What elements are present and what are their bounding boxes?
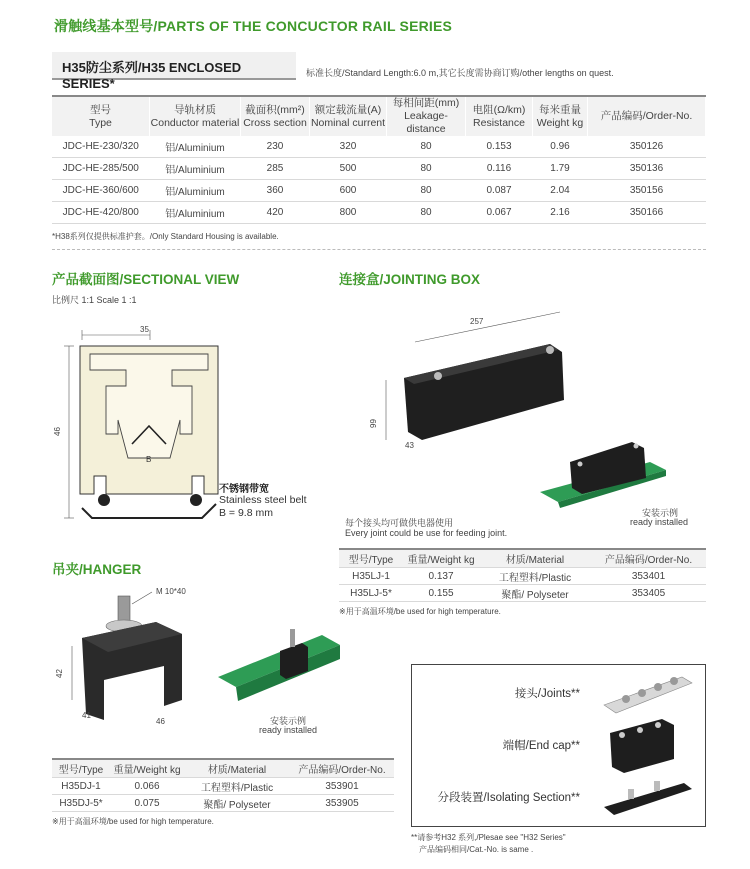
header-type: 型号/Type	[52, 759, 110, 778]
dim-depth-label: 43	[405, 441, 414, 450]
sectional-title: 产品截面图/SECTIONAL VIEW	[52, 272, 240, 287]
jointing-title: 连接盒/JOINTING BOX	[339, 272, 481, 287]
dim-length-line	[415, 312, 560, 342]
cell-weight: 0.066	[110, 778, 184, 795]
cell-current: 600	[310, 180, 387, 202]
cell-cross: 360	[241, 180, 310, 202]
cell-type: H35DJ-1	[52, 778, 110, 795]
joint-plate	[604, 677, 692, 713]
jointing-installed-photo	[540, 420, 670, 510]
hanger-drawing	[52, 582, 212, 732]
spec-table-header	[52, 96, 706, 136]
header-material-en: Conductor material	[150, 116, 240, 129]
cell-material: 铝/Aluminium	[150, 180, 241, 202]
hanger-footnote: ※用于高温环境/be used for high temperature.	[52, 817, 214, 826]
cell-type: H35LJ-1	[339, 568, 403, 585]
header-order: 产品编码/Order-No.	[591, 549, 706, 568]
feed-note-cn: 每个接头均可做供电器使用	[345, 518, 454, 528]
dim-length-label: 257	[470, 317, 484, 326]
header-weight: 重量/Weight kg	[110, 759, 184, 778]
cell-type: JDC-HE-285/500	[52, 158, 150, 180]
header-type: 型号/Type	[339, 549, 403, 568]
header-order: 产品编码/Order-No.	[290, 759, 394, 778]
accessories-panel	[411, 664, 706, 827]
table-row	[52, 158, 706, 180]
series-heading: H35防尘系列/H35 ENCLOSED SERIES*	[62, 60, 242, 91]
cell-order: 353405	[591, 585, 706, 602]
feed-note-en: Every joint could be use for feeding joint.	[345, 528, 508, 538]
cell-order: 350126	[588, 136, 706, 158]
dim-height-label: 99	[369, 419, 378, 428]
cell-material: 铝/Aluminium	[150, 158, 241, 180]
isolating-nut	[628, 789, 634, 799]
cell-material: 工程塑料/Plastic	[184, 778, 290, 795]
header-weight-en: Weight kg	[536, 116, 584, 129]
header-current-cn: 额定载流量(A)	[314, 103, 382, 116]
cell-current: 500	[310, 158, 387, 180]
bolt-label: M 10*40	[156, 587, 186, 596]
dim-height-label: 46	[53, 427, 62, 436]
hanger-installed-photo	[218, 625, 343, 715]
header-current-en: Nominal current	[310, 116, 386, 129]
header-material: 材质/Material	[184, 759, 290, 778]
steel-belt	[82, 504, 216, 518]
joint-nut	[638, 689, 646, 697]
sectional-drawing	[52, 318, 227, 528]
cell-material: 聚酯/ Polyseter	[184, 795, 290, 812]
cell-leakage: 80	[387, 180, 466, 202]
divider	[52, 249, 706, 250]
cell-material: 聚酯/ Polyseter	[479, 585, 591, 602]
isolating-section-label: 分段装置/Isolating Section**	[437, 792, 580, 804]
belt-roll-right	[190, 494, 202, 506]
screw	[578, 462, 583, 467]
end-cap-screw	[655, 722, 661, 728]
cell-order: 353905	[290, 795, 394, 812]
table-row	[52, 202, 706, 224]
dim-b-label: 46	[156, 717, 165, 726]
table-row	[52, 180, 706, 202]
cell-resistance: 0.087	[466, 180, 533, 202]
scale-label: 比例尺 1:1 Scale 1 :1	[52, 295, 137, 305]
header-material-cn: 导轨材质	[174, 103, 216, 116]
cell-material: 铝/Aluminium	[150, 136, 241, 158]
cell-weight: 0.137	[403, 568, 479, 585]
jointing-footnote: ※用于高温环境/be used for high temperature.	[339, 607, 501, 616]
cell-weight: 0.96	[533, 136, 588, 158]
cell-order: 353901	[290, 778, 394, 795]
page-title: 滑触线基本型号/PARTS OF THE CONCUCTOR RAIL SERIES	[54, 18, 453, 34]
belt-en: Stainless steel belt	[219, 494, 307, 506]
screw-right	[546, 346, 554, 354]
table-row	[52, 795, 394, 812]
bolt	[118, 596, 130, 622]
cell-weight: 0.155	[403, 585, 479, 602]
cell-order: 350166	[588, 202, 706, 224]
end-cap-label: 端帽/End cap**	[502, 740, 580, 752]
belt-roll-left	[98, 494, 110, 506]
accessories-note-1: **请参考H32 系列,/Plesae see "H32 Series"	[411, 833, 566, 842]
hanger-title: 吊夹/HANGER	[52, 562, 142, 577]
header-type-en: Type	[89, 116, 112, 129]
end-cap-screw	[619, 732, 625, 738]
joint-nut	[670, 677, 678, 685]
header-order-no: 产品编码/Order-No.	[600, 110, 693, 122]
spec-footnote: *H38系列仅提供标准护套。/Only Standard Housing is available.	[52, 232, 279, 241]
cell-resistance: 0.153	[466, 136, 533, 158]
header-resistance-en: Resistance	[473, 116, 525, 129]
b-label: B	[146, 455, 152, 464]
bolt-leader	[132, 592, 152, 604]
isolating-section	[604, 783, 692, 815]
series-heading-box	[52, 52, 296, 91]
cell-cross: 285	[241, 158, 310, 180]
hanger-installed-cn: 安装示例	[269, 716, 306, 726]
standard-length-note: 标准长度/Standard Length:6.0 m,其它长度需协商订购/other lengths on quest.	[306, 68, 614, 78]
jointing-installed-en: ready installed	[629, 517, 689, 527]
header-cross-en: Cross section	[243, 116, 307, 129]
cell-weight: 1.79	[533, 158, 588, 180]
accessories-note-2: 产品编码相同/Cat.-No. is same .	[419, 845, 534, 854]
dim-height-label: 42	[55, 669, 64, 678]
jointing-table	[339, 548, 706, 602]
hanger-table-header	[52, 759, 394, 778]
cell-resistance: 0.116	[466, 158, 533, 180]
cell-cross: 230	[241, 136, 310, 158]
screw	[634, 444, 639, 449]
cell-current: 320	[310, 136, 387, 158]
header-cross-cn: 截面积(mm²)	[245, 103, 305, 116]
hanger-installed-en: ready installed	[258, 725, 318, 735]
cell-resistance: 0.067	[466, 202, 533, 224]
cell-current: 800	[310, 202, 387, 224]
joint-nut	[654, 683, 662, 691]
header-resistance-cn: 电阻(Ω/km)	[472, 103, 526, 116]
table-row	[52, 136, 706, 158]
belt-cn: 不锈钢带宽	[219, 484, 269, 495]
header-type-cn: 型号	[90, 103, 111, 116]
cell-material: 工程塑料/Plastic	[479, 568, 591, 585]
cell-leakage: 80	[387, 136, 466, 158]
jointing-table-header	[339, 549, 706, 568]
cell-material: 铝/Aluminium	[150, 202, 241, 224]
header-weight-cn: 每米重量	[539, 103, 581, 116]
end-cap	[610, 719, 674, 773]
cell-weight: 0.075	[110, 795, 184, 812]
cell-leakage: 80	[387, 202, 466, 224]
cell-type: JDC-HE-230/320	[52, 136, 150, 158]
cell-type: JDC-HE-360/600	[52, 180, 150, 202]
joint-nut	[622, 695, 630, 703]
cell-cross: 420	[241, 202, 310, 224]
table-row	[339, 568, 706, 585]
cell-order: 350156	[588, 180, 706, 202]
cell-weight: 2.16	[533, 202, 588, 224]
jointing-installed-cn: 安装示例	[641, 508, 678, 518]
dim-width-label: 35	[140, 325, 149, 334]
belt-value: B = 9.8 mm	[219, 507, 273, 519]
hanger-table	[52, 758, 394, 812]
dim-a-label: 41	[82, 711, 91, 720]
table-row	[52, 778, 394, 795]
cell-order: 350136	[588, 158, 706, 180]
installed-bolt	[290, 629, 295, 647]
end-cap-screw	[637, 727, 643, 733]
table-row	[339, 585, 706, 602]
cell-weight: 2.04	[533, 180, 588, 202]
cell-type: H35LJ-5*	[339, 585, 403, 602]
joints-label: 接头/Joints**	[514, 688, 580, 700]
cell-order: 353401	[591, 568, 706, 585]
cell-type: JDC-HE-420/800	[52, 202, 150, 224]
header-leakage-cn: 每相间距(mm)	[392, 97, 460, 109]
screw-left	[434, 372, 442, 380]
cell-leakage: 80	[387, 158, 466, 180]
header-material: 材质/Material	[479, 549, 591, 568]
isolating-nut	[654, 781, 660, 791]
header-leakage-en: Leakage-distance	[404, 110, 448, 135]
accessories-photos	[598, 669, 698, 821]
cell-type: H35DJ-5*	[52, 795, 110, 812]
header-weight: 重量/Weight kg	[403, 549, 479, 568]
installed-box	[570, 442, 646, 494]
spec-table	[52, 95, 706, 224]
